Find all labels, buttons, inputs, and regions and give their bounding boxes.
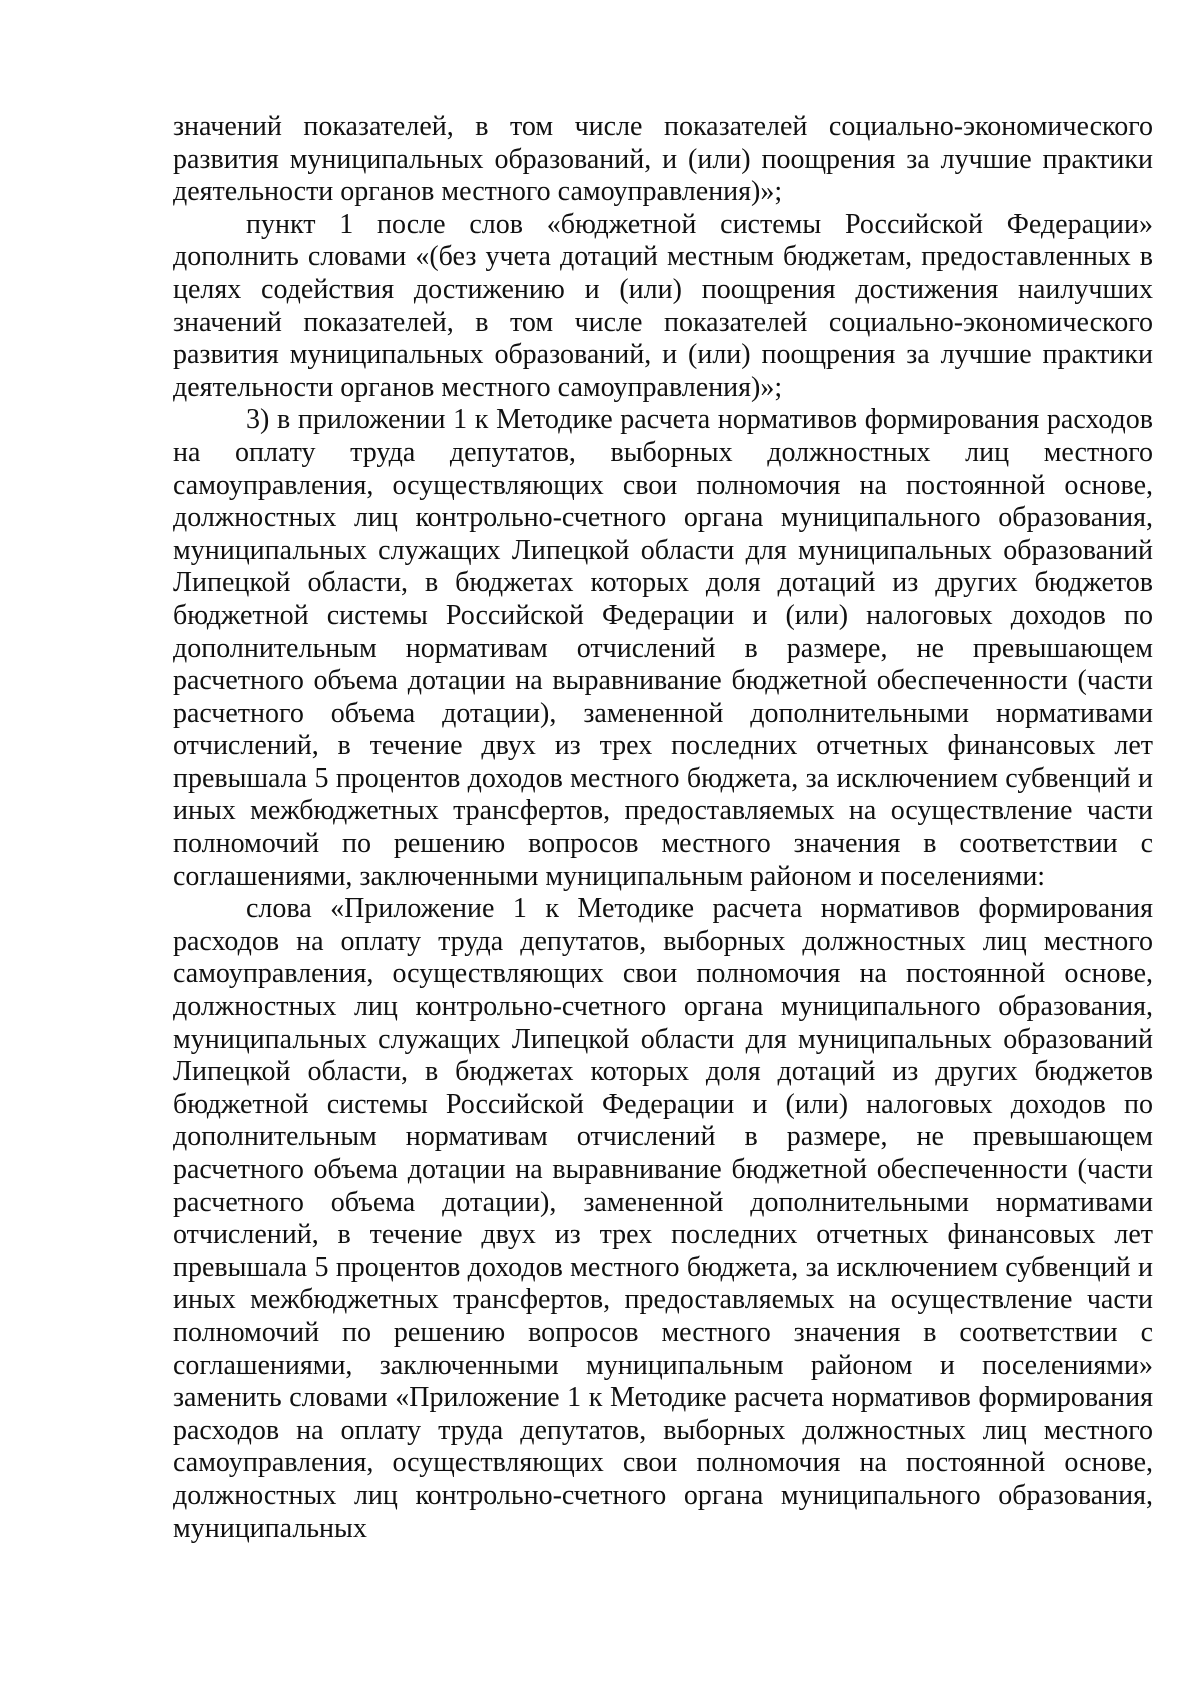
paragraph-item-3-amendment: 3) в приложении 1 к Методике расчета нормативов формирования расходов на оплату труда депутатов, выборных должностных лиц местного самоуправления, осуществляющих свои полномочия на постоянной основе, должностных лиц контрольно-счетного органа муниципального образования, муниципальных служащих Липецкой области для муниципальных образований Липецкой области, в бюджетах которых доля дотаций из других бюджетов бюджетной системы Российской Федерации и (или) налоговых доходов по дополнительным нормативам отчислений в размере, не превышающем расчетного объема дотации на выравнивание бюджетной обеспеченности (части расчетного объема дотации), замененной дополнительными нормативами отчислений, в течение двух из трех последних отчетных финансовых лет превышала 5 процентов доходов местного бюджета, за исключением субвенций и иных межбюджетных трансфертов, предоставляемых на осуществление части полномочий по решению вопросов местного значения в соответствии с соглашениями, заключенными муниципальным районом и поселениями:	[173, 404, 1153, 892]
paragraph-continuation: значений показателей, в том числе показателей социально-экономического развития муниципальных образований, и (или) поощрения за лучшие практики деятельности органов местного самоуправления)»;	[173, 111, 1153, 208]
document-body	[173, 111, 1153, 1545]
paragraph-item-2-amendment: пункт 1 после слов «бюджетной системы Российской Федерации» дополнить словами «(без учета дотаций местным бюджетам, предоставленных в целях содействия достижению и (или) поощрения достижения наилучших значений показателей, в том числе показателей социально-экономического развития муниципальных образований, и (или) поощрения за лучшие практики деятельности органов местного самоуправления)»;	[173, 208, 1153, 403]
paragraph-words-replacement: слова «Приложение 1 к Методике расчета нормативов формирования расходов на оплату труда депутатов, выборных должностных лиц местного самоуправления, осуществляющих свои полномочия на постоянной основе, должностных лиц контрольно-счетного органа муниципального образования, муниципальных служащих Липецкой области для муниципальных образований Липецкой области, в бюджетах которых доля дотаций из других бюджетов бюджетной системы Российской Федерации и (или) налоговых доходов по дополнительным нормативам отчислений в размере, не превышающем расчетного объема дотации на выравнивание бюджетной обеспеченности (части расчетного объема дотации), замененной дополнительными нормативами отчислений, в течение двух из трех последних отчетных финансовых лет превышала 5 процентов доходов местного бюджета, за исключением субвенций и иных межбюджетных трансфертов, предоставляемых на осуществление части полномочий по решению вопросов местного значения в соответствии с соглашениями, заключенными муниципальным районом и поселениями» заменить словами «Приложение 1 к Методике расчета нормативов формирования расходов на оплату труда депутатов, выборных должностных лиц местного самоуправления, осуществляющих свои полномочия на постоянной основе, должностных лиц контрольно-счетного органа муниципального образования, муниципальных	[173, 893, 1153, 1544]
